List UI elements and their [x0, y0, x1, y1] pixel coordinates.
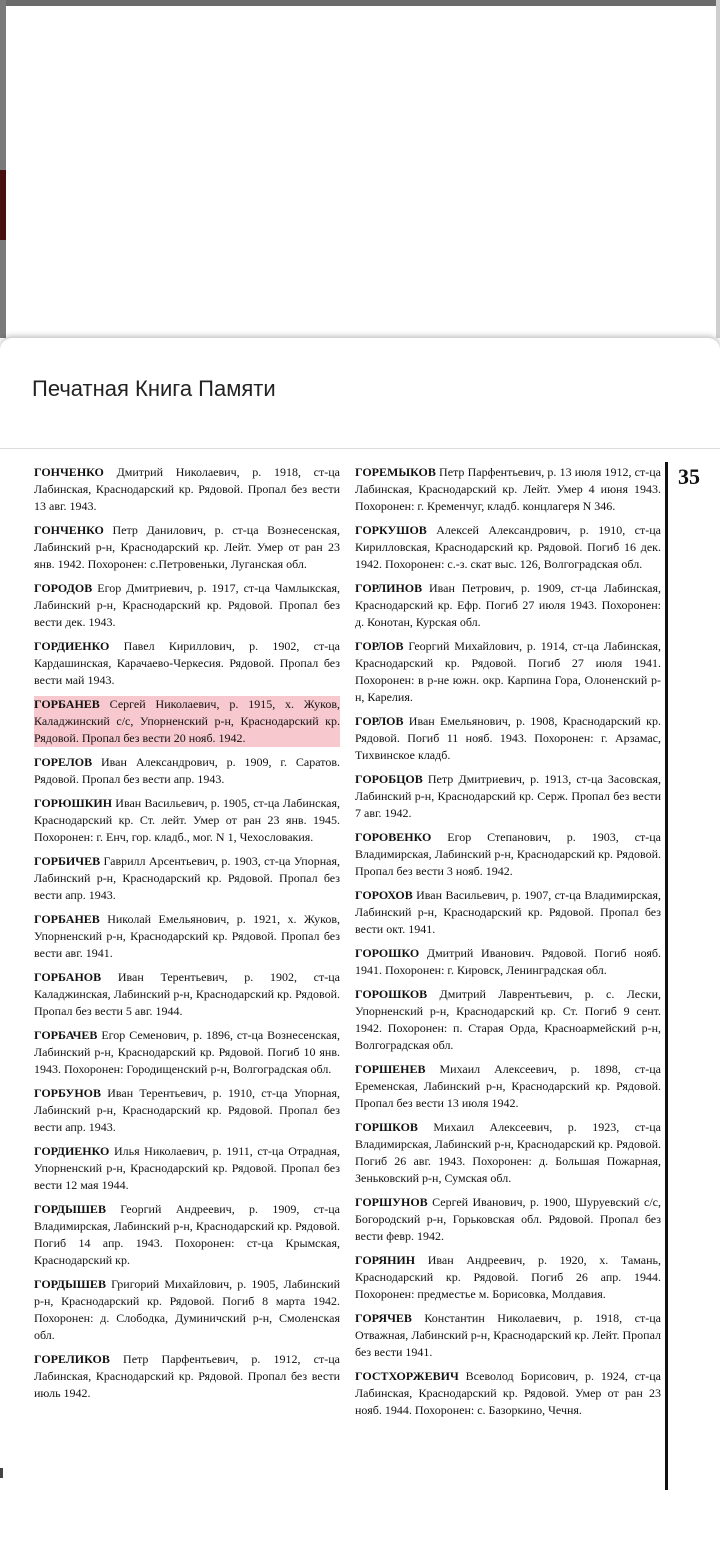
memorial-entry — [34, 1143, 340, 1194]
entry-details: Иван Александрович, р. 1909, г. Саратов. Рядовой. Пропал без вести апр. 1943. — [34, 755, 340, 786]
entry-surname: ГОРШЕНЕВ — [355, 1062, 426, 1076]
entry-surname: ГОРБАНЕВ — [34, 912, 100, 926]
memorial-entry — [34, 522, 340, 573]
memorial-entry — [34, 969, 340, 1020]
memorial-entry — [355, 1252, 661, 1303]
memorial-entry — [355, 1310, 661, 1361]
memorial-entry — [355, 1119, 661, 1187]
entry-surname: ГОРОБЦОВ — [355, 772, 423, 786]
memorial-entry — [34, 1351, 340, 1402]
entry-details: Григорий Михайлович, р. 1905, Лабинский р-н, Краснодарский кр. Рядовой. Погиб 8 марта 1942. Похоронен: д. Слободка, Думиничский р-н, Смоленская обл. — [34, 1277, 340, 1342]
entry-details: Петр Парфентьевич, р. 1912, ст-ца Лабинская, Краснодарский кр. Рядовой. Пропал без вести июль 1942. — [34, 1352, 340, 1400]
entry-details: Константин Николаевич, р. 1918, ст-ца Отважная, Лабинский р-н, Краснодарский кр. Лейт. Пропал без вести 1941. — [355, 1311, 661, 1359]
entry-surname: ГОРЯНИН — [355, 1253, 416, 1267]
entry-details: Михаил Алексеевич, р. 1898, ст-ца Еременская, Лабинский р-н, Краснодарский кр. Рядовой. Пропал без вести 13 июля 1942. — [355, 1062, 661, 1110]
entry-details: Иван Андреевич, р. 1920, х. Тамань, Краснодарский кр. Рядовой. Погиб 26 апр. 1944. Похоронен: предместье м. Борисовка, Молдавия. — [355, 1253, 661, 1301]
memorial-entry — [34, 911, 340, 962]
entry-details: Иван Васильевич, р. 1907, ст-ца Владимирская, Лабинский р-н, Краснодарский кр. Рядовой. Пропал без вести окт. 1941. — [355, 888, 661, 936]
memorial-entry — [34, 853, 340, 904]
entry-surname: ГОРКУШОВ — [355, 523, 427, 537]
entry-details: Алексей Александрович, р. 1910, ст-ца Кирилловская, Краснодарский кр. Рядовой. Погиб 16 дек. 1942. Похоронен: с.-з. скат выс. 126, Волгоградская обл. — [355, 523, 661, 571]
entry-surname: ГОРБАЧЕВ — [34, 1028, 98, 1042]
entry-details: Илья Николаевич, р. 1911, ст-ца Отрадная, Упорненский р-н, Краснодарский кр. Рядовой. Пропал без вести 12 мая 1944. — [34, 1144, 340, 1192]
background-edge — [0, 0, 6, 338]
memorial-entry — [34, 464, 340, 515]
entry-surname: ГОРБУНОВ — [34, 1086, 101, 1100]
entry-surname: ГОРДИЕНКО — [34, 1144, 110, 1158]
entry-details: Дмитрий Иванович. Рядовой. Погиб нояб. 1941. Похоронен: г. Кировск, Ленинградская обл. — [355, 946, 661, 977]
dimmed-background[interactable] — [0, 0, 720, 338]
entry-details: Павел Кириллович, р. 1902, ст-ца Кардашинская, Карачаево-Черкесия. Рядовой. Пропал без вести май 1943. — [34, 639, 340, 687]
entry-details: Сергей Николаевич, р. 1915, х. Жуков, Каладжинский с/с, Упорненский р-н, Краснодарский кр. Рядовой. Пропал без вести 20 нояб. 1942. — [34, 697, 340, 745]
page-number: 35 — [678, 464, 700, 489]
entry-details: Иван Петрович, р. 1909, ст-ца Лабинская, Краснодарский кр. Ефр. Погиб 27 июля 1943. Похоронен: д. Конотан, Курская обл. — [355, 581, 661, 629]
entry-details: Георгий Андреевич, р. 1909, ст-ца Владимирская, Лабинский р-н, Краснодарский кр. Рядовой. Погиб 14 апр. 1943. Похоронен: ст-ца Крымская, Краснодарский кр. — [34, 1202, 340, 1267]
memorial-entry — [355, 829, 661, 880]
left-column — [34, 464, 340, 1409]
background-edge — [0, 170, 6, 240]
entry-surname: ГОНЧЕНКО — [34, 465, 104, 479]
entry-surname: ГОРЯЧЕВ — [355, 1311, 412, 1325]
page-edge-rule — [665, 462, 668, 1490]
entry-surname: ГОРОШКОВ — [355, 987, 428, 1001]
entry-surname: ГОСТХОРЖЕВИЧ — [355, 1369, 459, 1383]
scroll-indicator — [0, 1468, 3, 1478]
memorial-entry — [34, 1276, 340, 1344]
entry-surname: ГОРЮШКИН — [34, 796, 113, 810]
entry-details: Петр Данилович, р. ст-ца Вознесенская, Лабинский р-н, Краснодарский кр. Лейт. Умер от ран 23 янв. 1942. Похоронен: с.Петровеньки, Луганская обл. — [34, 523, 340, 571]
entry-surname: ГОРБИЧЕВ — [34, 854, 101, 868]
memorial-entry — [34, 754, 340, 788]
entry-surname: ГОРБАНОВ — [34, 970, 102, 984]
entry-details: Всеволод Борисович, р. 1924, ст-ца Лабинская, Краснодарский кр. Рядовой. Умер от ран 23 нояб. 1944. Похоронен: с. Базоркино, Чечня. — [355, 1369, 661, 1417]
entry-details: Егор Дмитриевич, р. 1917, ст-ца Чамлыкская, Лабинский р-н, Краснодарский кр. Рядовой. Пропал без вести дек. 1943. — [34, 581, 340, 629]
entry-surname: ГОРДИЕНКО — [34, 639, 110, 653]
entry-details: Сергей Иванович, р. 1900, Шуруевский с/с, Богородский р-н, Горьковская обл. Рядовой. Пропал без вести февр. 1942. — [355, 1195, 661, 1243]
entry-surname: ГОРДЫШЕВ — [34, 1202, 106, 1216]
entry-surname: ГОРЕЛИКОВ — [34, 1352, 110, 1366]
entry-surname: ГОРОХОВ — [355, 888, 413, 902]
entry-details: Егор Степанович, р. 1903, ст-ца Владимирская, Лабинский р-н, Краснодарский кр. Рядовой. Пропал без вести 3 нояб. 1942. — [355, 830, 661, 878]
entry-surname: ГОРЛОВ — [355, 639, 404, 653]
entry-details: Иван Емельянович, р. 1908, Краснодарский кр. Рядовой. Погиб 11 нояб. 1943. Похоронен: г. Арзамас, Тихвинское кладб. — [355, 714, 661, 762]
right-column — [355, 464, 661, 1426]
entry-surname: ГОРЕЛОВ — [34, 755, 93, 769]
entry-details: Гаврилл Арсентьевич, р. 1903, ст-ца Упорная, Лабинский р-н, Краснодарский кр. Рядовой. Пропал без вести апр. 1943. — [34, 854, 340, 902]
entry-details: Георгий Михайлович, р. 1914, ст-ца Лабинская, Краснодарский кр. Рядовой. Погиб 27 июля 1941. Похоронен: в р-не южн. окр. Карпина Гора, Олоненский р-н, Карелия. — [355, 639, 661, 704]
entry-surname: ГОРЕМЫКОВ — [355, 465, 436, 479]
entry-details: Петр Дмитриевич, р. 1913, ст-ца Засовская, Лабинский р-н, Краснодарский кр. Серж. Пропал без вести 7 авг. 1942. — [355, 772, 661, 820]
memorial-entry — [355, 522, 661, 573]
entry-surname: ГОРШКОВ — [355, 1120, 418, 1134]
memorial-entry — [34, 1027, 340, 1078]
memorial-entry — [34, 795, 340, 846]
memorial-entry — [355, 986, 661, 1054]
entry-details: Егор Семенович, р. 1896, ст-ца Вознесенская, Лабинский р-н, Краснодарский кр. Рядовой. Погиб 10 янв. 1943. Похоронен: Городищенский р-н, Волгоградская обл. — [34, 1028, 340, 1076]
entry-surname: ГОРДЫШЕВ — [34, 1277, 106, 1291]
memorial-entry — [355, 1194, 661, 1245]
highlighted-entry — [34, 696, 340, 747]
memorial-entry — [355, 945, 661, 979]
memorial-entry — [34, 580, 340, 631]
entry-details: Иван Васильевич, р. 1905, ст-ца Лабинская, Краснодарский кр. Ст. лейт. Умер от ран 23 янв. 1945. Похоронен: г. Енч, гор. кладб., мог. N 1, Чехословакия. — [34, 796, 340, 844]
memorial-entry — [355, 464, 661, 515]
memorial-entry — [34, 1201, 340, 1269]
divider — [0, 448, 720, 449]
background-edge — [716, 0, 720, 338]
entry-surname: ГОРОШКО — [355, 946, 420, 960]
entry-details: Дмитрий Николаевич, р. 1918, ст-ца Лабинская, Краснодарский кр. Рядовой. Пропал без вести 13 авг. 1943. — [34, 465, 340, 513]
entry-details: Иван Терентьевич, р. 1902, ст-ца Каладжинская, Лабинский р-н, Краснодарский кр. Рядовой. Пропал без вести 5 авг. 1944. — [34, 970, 340, 1018]
memorial-entry — [34, 1085, 340, 1136]
entry-surname: ГОРЛИНОВ — [355, 581, 423, 595]
entry-surname: ГОРОВЕНКО — [355, 830, 432, 844]
memorial-entry — [355, 638, 661, 706]
entry-details: Петр Парфентьевич, р. 13 июля 1912, ст-ца Лабинская, Краснодарский кр. Лейт. Умер 4 июня 1943. Похоронен: г. Кременчуг, кладб. концлагеря N 346. — [355, 465, 661, 513]
document-page-scan[interactable] — [0, 450, 720, 1550]
entry-details: Николай Емельянович, р. 1921, х. Жуков, Упорненский р-н, Краснодарский кр. Рядовой. Пропал без вести авг. 1941. — [34, 912, 340, 960]
memorial-entry — [355, 713, 661, 764]
entry-surname: ГОРЛОВ — [355, 714, 404, 728]
memorial-entry — [34, 638, 340, 689]
memorial-entry — [355, 887, 661, 938]
entry-surname: ГОРШУНОВ — [355, 1195, 428, 1209]
entry-details: Иван Терентьевич, р. 1910, ст-ца Упорная, Лабинский р-н, Краснодарский кр. Рядовой. Пропал без вести апр. 1943. — [34, 1086, 340, 1134]
background-edge — [0, 0, 720, 6]
entry-details: Дмитрий Лаврентьевич, р. с. Лески, Упорненский р-н, Краснодарский кр. Ст. Погиб 9 сент. 1942. Похоронен: п. Старая Орда, Красноармейский р-н, Волгоградская обл. — [355, 987, 661, 1052]
entry-surname: ГОРОДОВ — [34, 581, 93, 595]
entry-surname: ГОНЧЕНКО — [34, 523, 104, 537]
memorial-entry — [355, 580, 661, 631]
memorial-entry — [355, 1368, 661, 1419]
entry-details: Михаил Алексеевич, р. 1923, ст-ца Владимирская, Лабинский р-н, Краснодарский кр. Рядовой. Погиб 26 авг. 1943. Похоронен: д. Большая Пожарная, Зеньковский р-н, Сумская обл. — [355, 1120, 661, 1185]
memorial-entry — [355, 771, 661, 822]
memorial-entry — [355, 1061, 661, 1112]
entry-surname: ГОРБАНЕВ — [34, 697, 100, 711]
sheet-title: Печатная Книга Памяти — [32, 376, 276, 401]
